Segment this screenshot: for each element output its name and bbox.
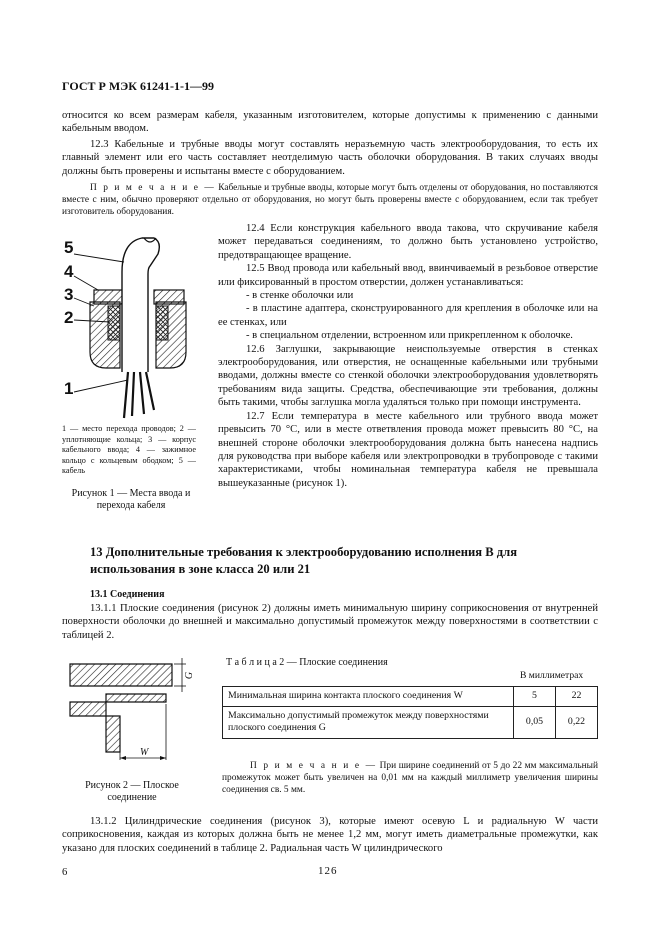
flat-joint-diagram: [62, 654, 202, 766]
table-cell: 0,22: [556, 706, 598, 738]
section-13-title: 13 Дополнительные требования к электрооборудованию исполнения В для использования в зоне класса 20 или 21: [90, 545, 518, 576]
paragraph-12-5: 12.5 Ввод провода или кабельный ввод, ввинчиваемый в резьбовое отверстие или фиксированный в простом отверстии, должен устанавливаться:: [218, 263, 598, 288]
paragraph-12-3: 12.3 Кабельные и трубные вводы могут составлять неразъемную часть электрооборудования, то есть их главный элемент или его часть составляет неотделимую часть оболочки оборудования. В таких случаях вводы должны быть проверены и испытаны вместе с оборудованием.: [62, 139, 598, 177]
table-cell: 5: [514, 687, 556, 707]
table-cell: 22: [556, 687, 598, 707]
right-column: [218, 222, 598, 490]
figure-1-label-3: 3: [64, 285, 74, 304]
figure-1-label-1: 1: [64, 379, 74, 398]
page-number-center: 126: [318, 865, 338, 877]
list-item: - в стенке оболочки или: [246, 290, 354, 302]
list-item: - в специальном отделении, встроенном или прикрепленном к оболочке.: [246, 330, 573, 342]
paragraph-12-6: 12.6 Заглушки, закрывающие неиспользуемые отверстия в стенках электрооборудования, или отверстия, не оснащенные кабельными или трубными вводами, должны вместе со стенкой оболочки электрооборудования удовлетворять требованиям вида защиты. Средства, обеспечивающие эти требования, должны быть такими, чтобы заглушка могла удаляться только при помощи инструмента.: [218, 343, 598, 409]
figure-2-drawing: [62, 654, 202, 766]
table-row: [223, 706, 598, 738]
figure-1-label-4: 4: [64, 262, 74, 281]
table-cell: Минимальная ширина контакта плоского соединения W: [223, 687, 514, 707]
figure-1-label-2: 2: [64, 308, 74, 327]
document-header: ГОСТ Р МЭК 61241-1-1—99: [62, 79, 214, 93]
table-cell: Максимально допустимый промежуток между поверхностями плоского соединения G: [223, 706, 514, 738]
paragraph-12-7: 12.7 Если температура в месте кабельного или трубного ввода может превысить 70 °С, или в месте ответвления провода может превысить 80 °С, на внешней стороне оболочки электрооборудования должна быть нанесена надпись для руководства при выборе кабеля или электропроводки в трубопроводе с такими характеристиками, чтобы номинальная температура кабеля не превышала вышеуказанные (рисунок 1).: [218, 410, 598, 489]
note-1-label: П р и м е ч а н и е —: [90, 183, 216, 193]
note-2: [222, 760, 598, 797]
paragraph-12-4: 12.4 Если конструкция кабельного ввода такова, что скручивание кабеля может передаваться соединениям, то должно быть установлено устройство, предотвращающее вращение.: [218, 223, 598, 261]
figure-1-drawing: [58, 232, 208, 422]
table-2: [222, 686, 598, 739]
list-item: - в пластине адаптера, сконструированного для крепления в оболочке или на ее стенках, или: [218, 303, 598, 328]
note-1-text: Кабельные и трубные вводы, которые могут быть отделены от оборудования, но поставляются вместе с ним, обычно проверяют отдельно от оборудования, но могут быть проверены вместе с оборудованием, если так требует изготовитель оборудования.: [62, 183, 598, 218]
figure-2-dim-g: G: [184, 671, 196, 680]
figure-1-label-5: 5: [64, 238, 74, 257]
table-2-title: Т а б л и ц а 2 — Плоские соединения: [226, 657, 388, 668]
paragraph-intro: относится ко всем размерам кабеля, указанным изготовителем, которые допустимы к применению с данными кабельным вводом.: [62, 110, 598, 135]
figure-1-caption: Рисунок 1 — Места ввода и перехода кабеля: [71, 488, 191, 512]
paragraph-13-1-2: 13.1.2 Цилиндрические соединения (рисунок 3), которые имеют осевую L и радиальную W части соприкосновения, каждая из которых должна быть не менее 1,2 мм, могут иметь диаметральные промежутки, как указано для плоских соединений в таблице 2. Радиальная часть W цилиндрического: [62, 816, 598, 854]
figure-2-caption: Рисунок 2 — Плоское соединение: [85, 780, 179, 804]
page-number-left: 6: [62, 867, 68, 878]
figure-2-dim-w: W: [140, 747, 149, 758]
paragraph-13-1-1: 13.1.1 Плоские соединения (рисунок 2) должны иметь минимальную ширину соприкосновения от внутренней поверхности оболочки до внешней и максимально допустимый промежуток между поверхностями в соответствии с таблицей 2.: [62, 603, 598, 641]
note-2-label: П р и м е ч а н и е —: [250, 761, 378, 771]
note-1: [62, 182, 598, 219]
table-row: [223, 687, 598, 707]
figure-1-legend: 1 — место перехода проводов; 2 — уплотняющие кольца; 3 — корпус кабельного ввода; 4 — зажимное кольцо с кольцевым ободком; 5 — кабель: [62, 424, 196, 476]
table-2-units: В миллиметрах: [520, 670, 584, 681]
cable-gland-diagram: [58, 232, 208, 422]
subsection-13-1-title: 13.1 Соединения: [90, 589, 165, 600]
note-2-text: При ширине соединений от 5 до 22 мм максимальный промежуток может быть увеличен на 0,01 мм на каждый миллиметр увеличения ширины соединения св. 5 мм.: [222, 761, 598, 796]
table-cell: 0,05: [514, 706, 556, 738]
